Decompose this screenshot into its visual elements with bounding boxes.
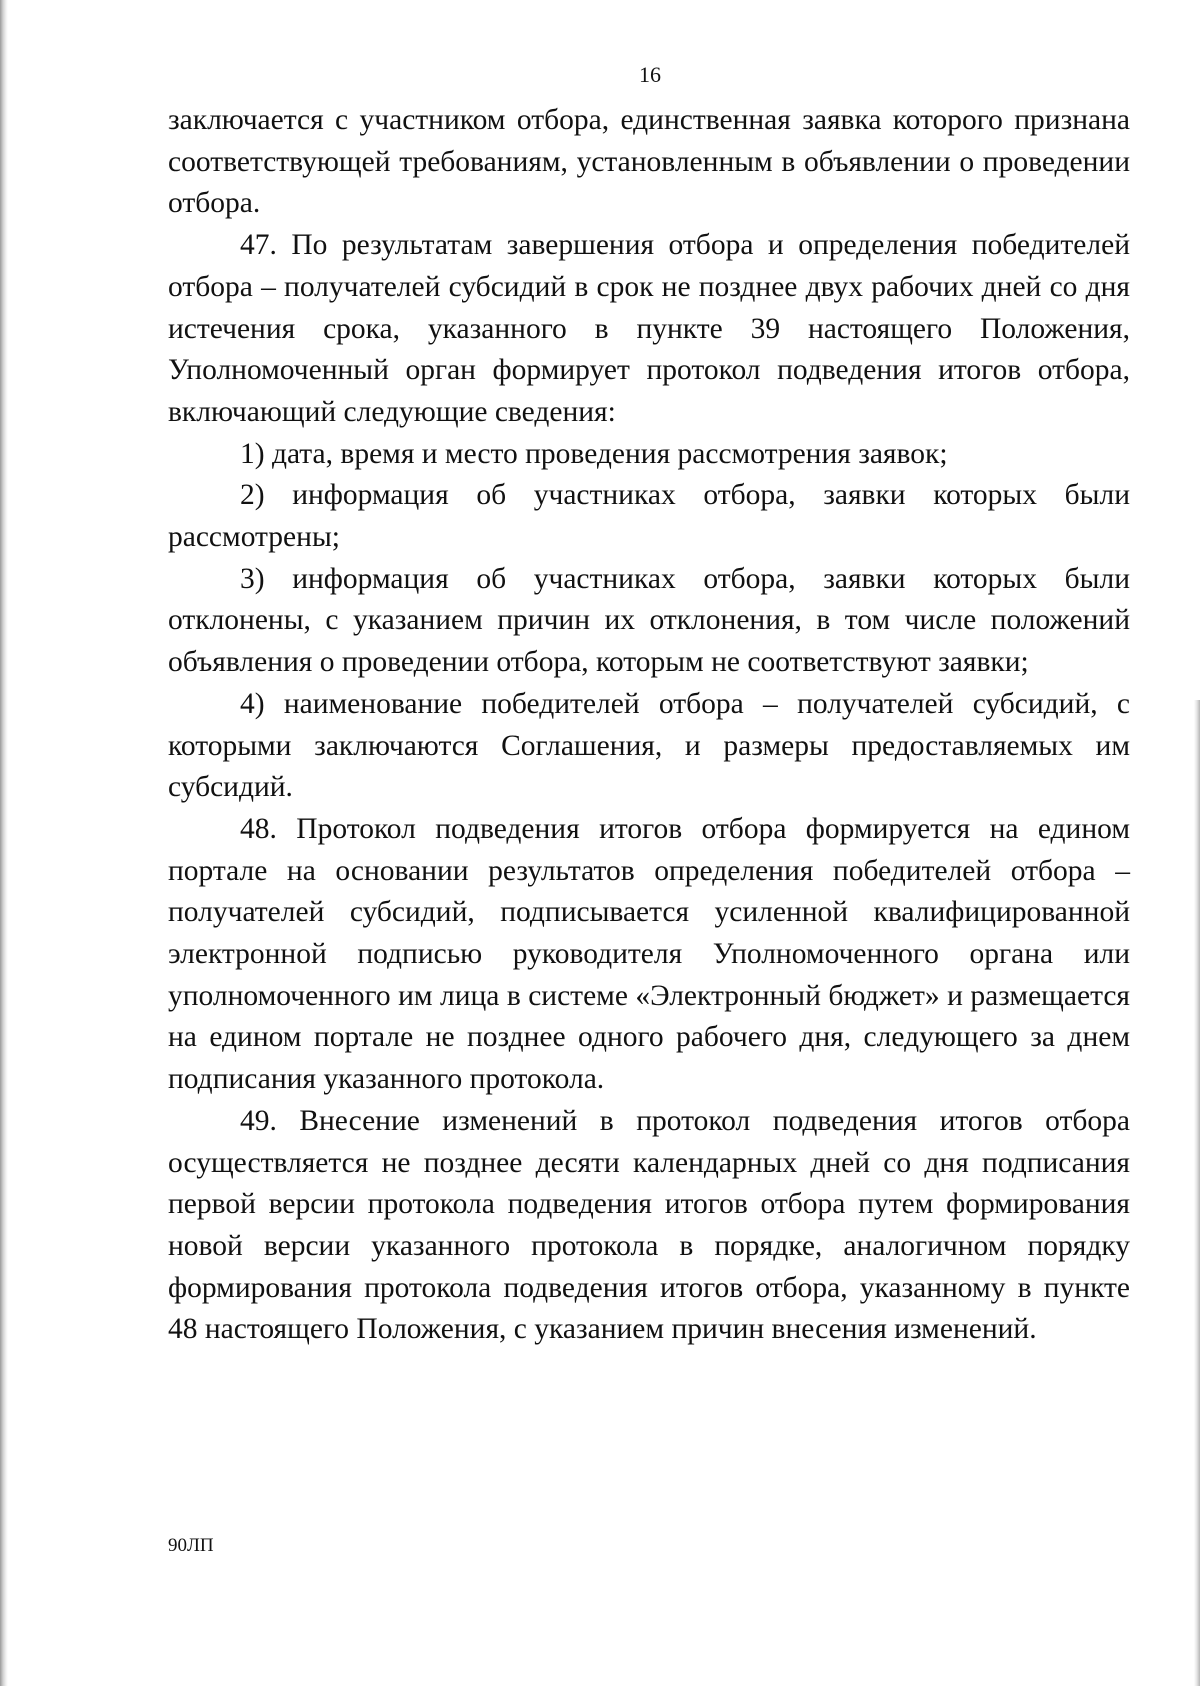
document-body xyxy=(168,100,1130,1351)
paragraph-subitem-1: 1) дата, время и место проведения рассмотрения заявок; xyxy=(240,437,948,470)
paragraph-subitem-2: 2) информация об участниках отбора, заявки которых были рассмотрены; xyxy=(168,479,1130,554)
footer-document-code: 90ЛП xyxy=(168,1535,214,1556)
scan-edge-right xyxy=(1194,700,1200,1686)
paragraph-item-48: 48. Протокол подведения итогов отбора формируется на едином портале на основании результатов определения победителей отбора – получателей субсидий, подписывается усиленной квалифицированной электронной подписью руководителя Уполномоченного органа или уполномоченного им лица в системе «Электронный бюджет» и размещается на едином портале не позднее одного рабочего дня, следующего за днем подписания указанного протокола. xyxy=(168,812,1130,1096)
paragraph-subitem-4: 4) наименование победителей отбора – получателей субсидий, с которыми заключаются Соглашения, и размеры предоставляемых им субсидий. xyxy=(168,687,1130,804)
paragraph-item-49: 49. Внесение изменений в протокол подведения итогов отбора осуществляется не позднее десяти календарных дней со дня подписания первой версии протокола подведения итогов отбора путем формирования новой версии указанного протокола в порядке, аналогичном порядку формирования протокола подведения итогов отбора, указанному в пункте 48 настоящего Положения, с указанием причин внесения изменений. xyxy=(168,1104,1130,1346)
scan-edge-left xyxy=(0,0,8,1686)
paragraph-item-47: 47. По результатам завершения отбора и определения победителей отбора – получателей субсидий в срок не позднее двух рабочих дней со дня истечения срока, указанного в пункте 39 настоящего Положения, Уполномоченный орган формирует протокол подведения итогов отбора, включающий следующие сведения: xyxy=(168,229,1130,428)
paragraph-subitem-3: 3) информация об участниках отбора, заявки которых были отклонены, с указанием причин их отклонения, в том числе положений объявления о проведении отбора, которым не соответствуют заявки; xyxy=(168,562,1130,679)
page-number: 16 xyxy=(639,62,661,87)
paragraph-continuation: заключается с участником отбора, единственная заявка которого признана соответствующей требованиям, установленным в объявлении о проведении отбора. xyxy=(168,104,1130,220)
